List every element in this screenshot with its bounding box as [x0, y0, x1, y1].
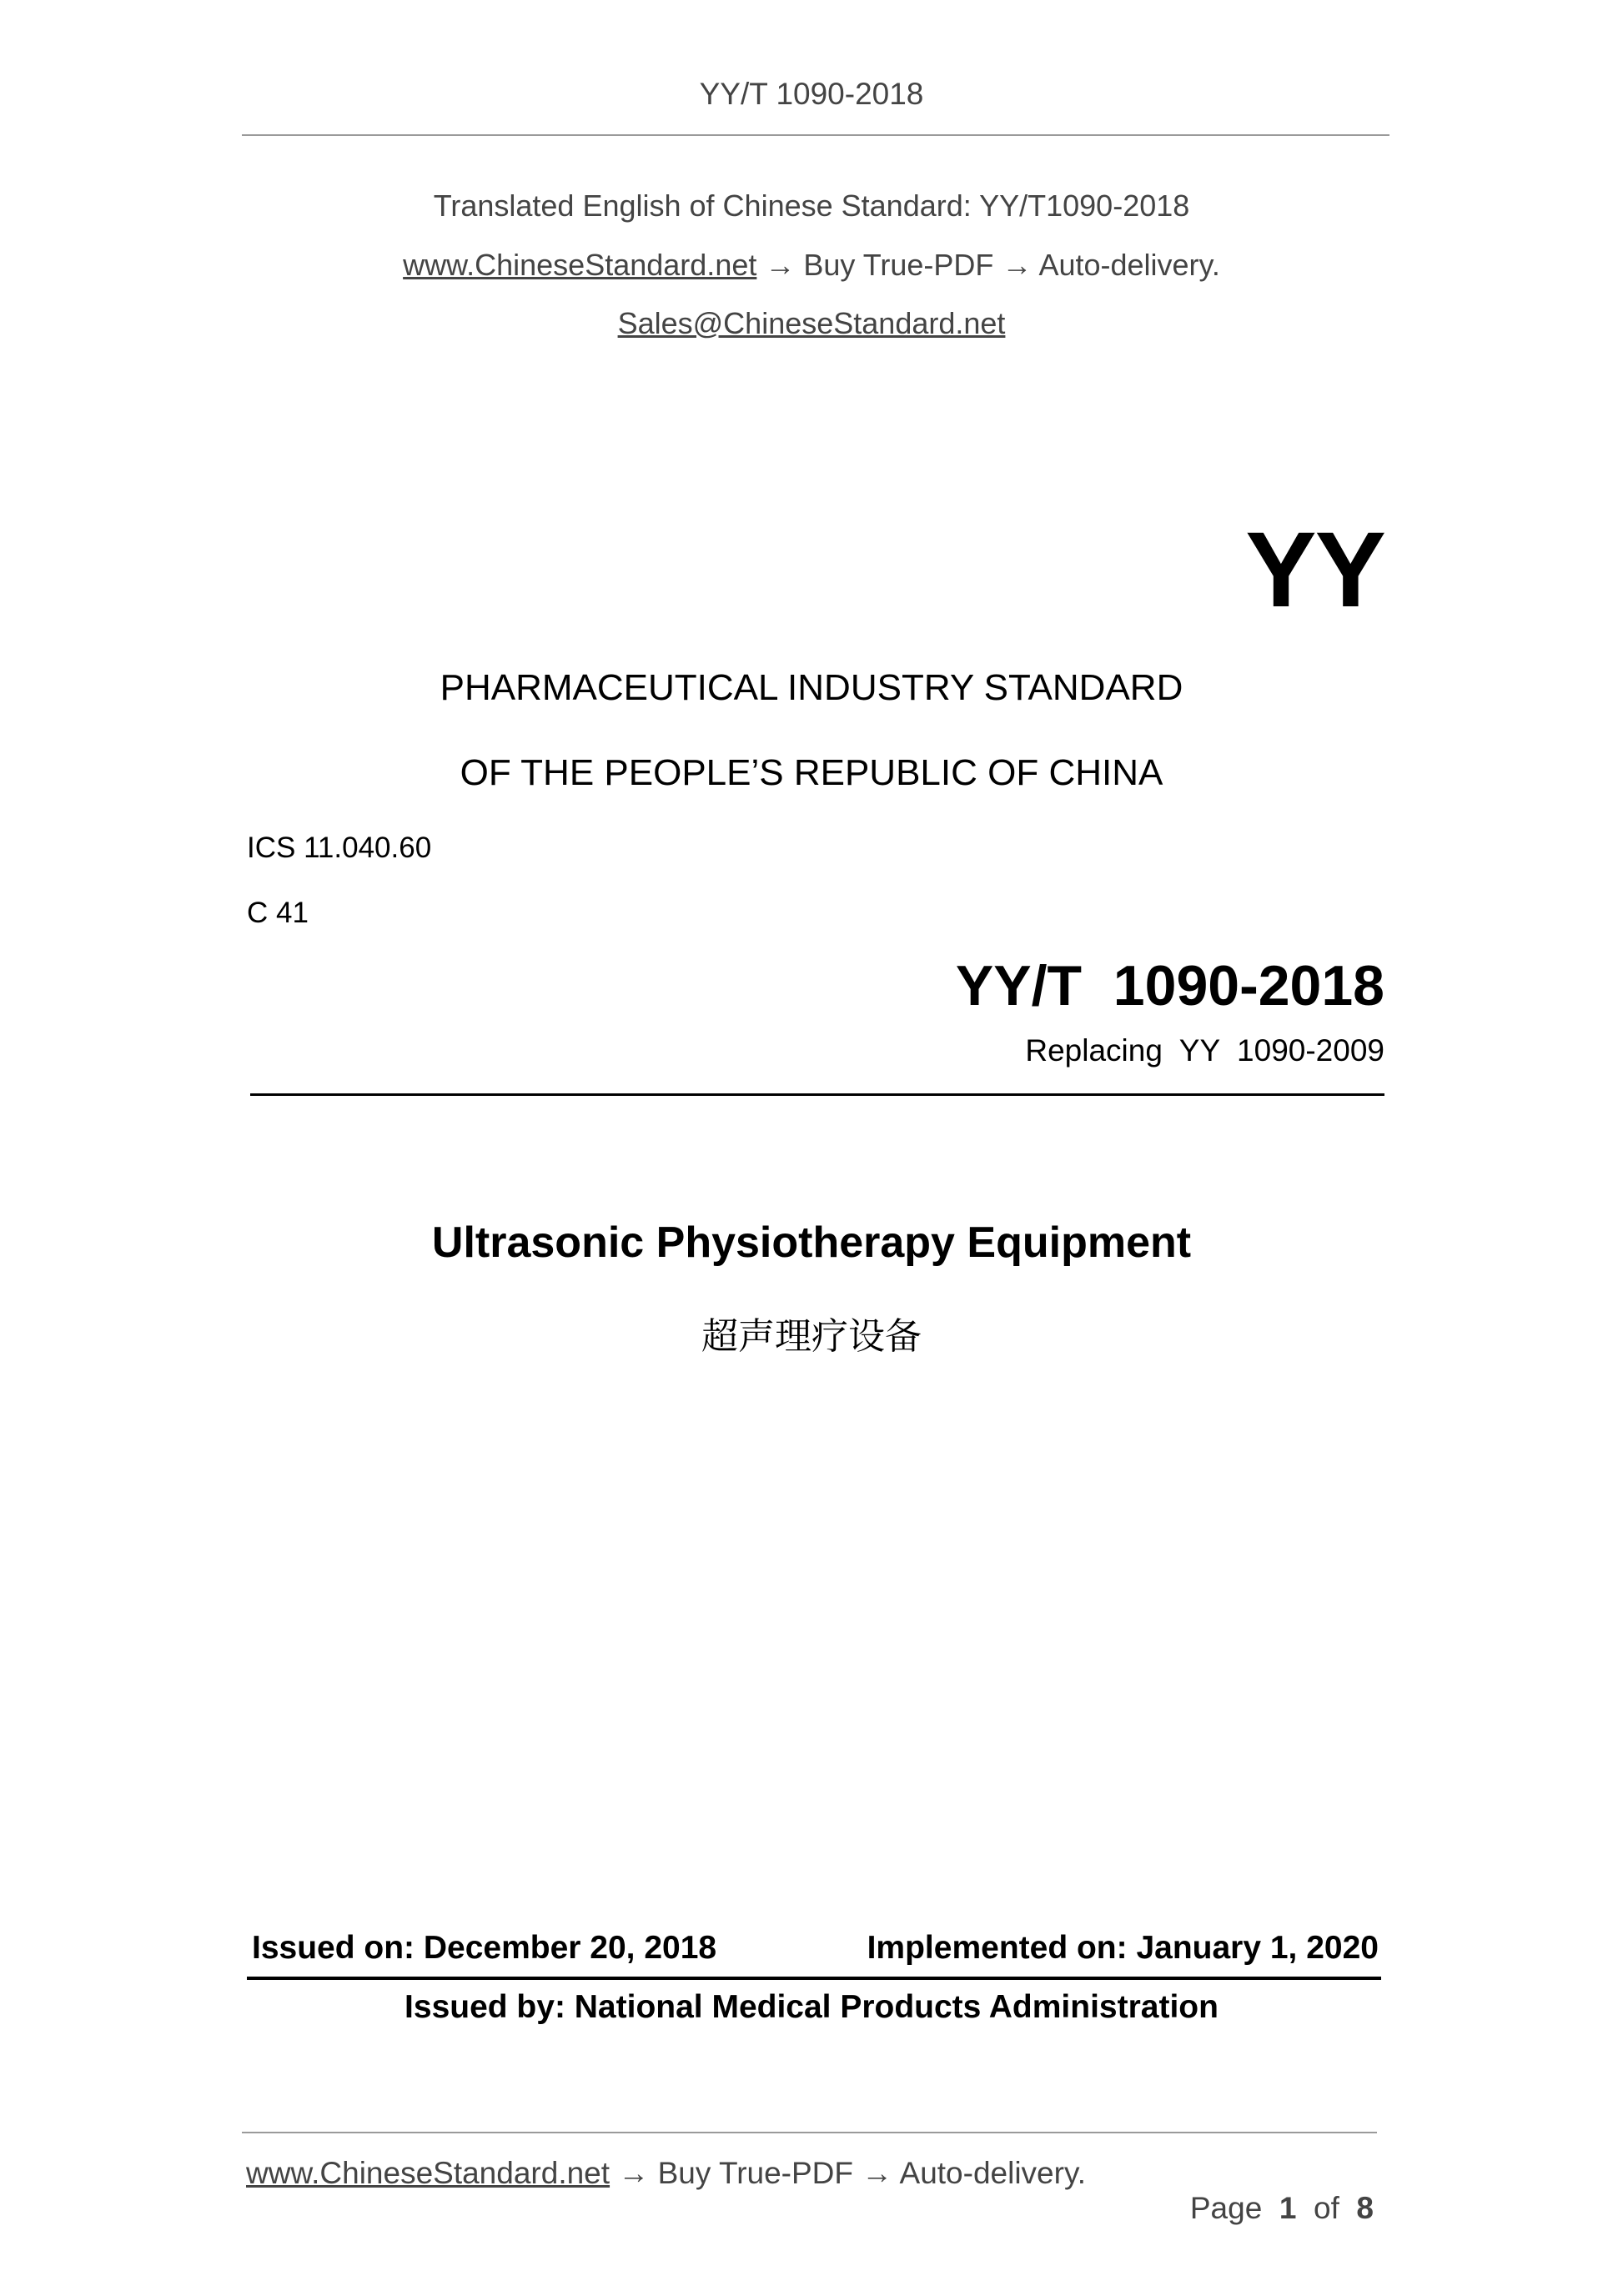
footer-purchase-line	[246, 2156, 1086, 2191]
issue-divider	[247, 1977, 1381, 1980]
page-current: 1	[1279, 2191, 1297, 2225]
document-title-en: Ultrasonic Physiotherapy Equipment	[431, 1218, 1192, 1267]
running-header: YY/T 1090-2018	[699, 77, 924, 111]
page-indicator	[1173, 2156, 1374, 2226]
footer-site-link[interactable]: www.ChineseStandard.net	[246, 2156, 611, 2190]
page-label: Page	[1189, 2191, 1263, 2225]
document-title-cn: 超声理疗设备	[701, 1315, 922, 1358]
banner-translation-line: Translated English of Chinese Standard: YY/T1090-2018	[433, 188, 1190, 223]
ics-code: ICS 11.040.60	[247, 831, 432, 864]
standard-logo-yy: YY	[1245, 510, 1384, 630]
issuing-authority: Issued by: National Medical Products Administration	[404, 1989, 1219, 2025]
banner-email-line	[0, 306, 1623, 341]
standard-number: YY/T 1090-2018	[955, 954, 1384, 1017]
page-total: 8	[1356, 2191, 1374, 2225]
banner-purchase-line	[0, 248, 1623, 283]
banner-email-link[interactable]: Sales@ChineseStandard.net	[617, 306, 1006, 340]
banner-site-link[interactable]: www.ChineseStandard.net	[403, 248, 757, 282]
page-of: of	[1314, 2191, 1339, 2225]
replacing-note: Replacing YY 1090-2009	[1025, 1033, 1384, 1068]
header-divider	[242, 134, 1389, 136]
org-line-1: PHARMACEUTICAL INDUSTRY STANDARD	[440, 667, 1183, 708]
implemented-on-date: Implemented on: January 1, 2020	[867, 1930, 1379, 1966]
ccs-code: C 41	[247, 897, 309, 929]
issued-on-date: Issued on: December 20, 2018	[252, 1930, 717, 1966]
org-line-2: OF THE PEOPLE’S REPUBLIC OF CHINA	[460, 752, 1163, 793]
banner-purchase-text: → Buy True-PDF → Auto-delivery.	[756, 248, 1220, 282]
number-divider	[250, 1093, 1384, 1096]
footer-divider	[242, 2132, 1377, 2133]
footer-purchase-text: → Buy True-PDF → Auto-delivery.	[610, 2156, 1086, 2190]
